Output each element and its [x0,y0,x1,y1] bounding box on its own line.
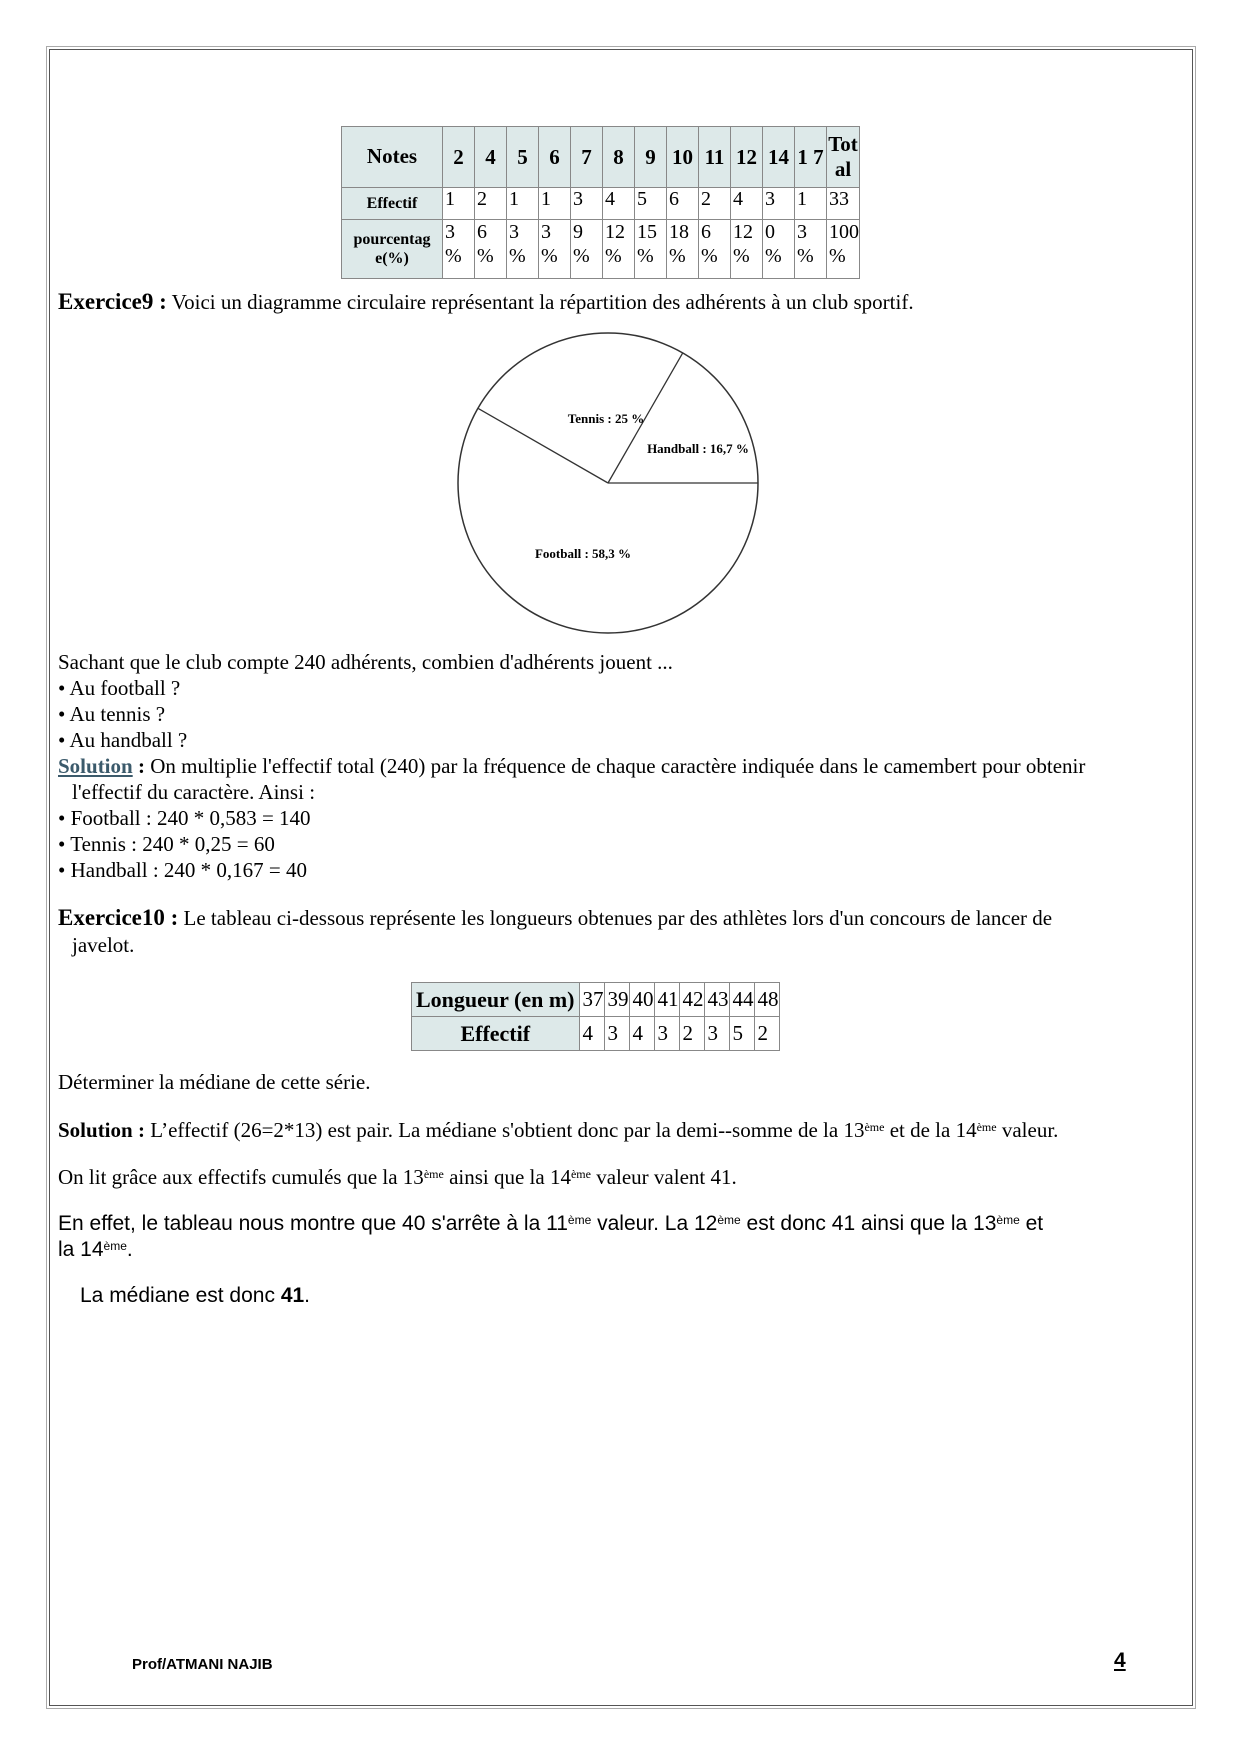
effectif-cell: 1 [443,188,475,220]
note-header: 6 [539,127,571,188]
effectif-cell: 4 [629,1017,654,1051]
longueur-cell: 39 [604,983,629,1017]
effectif-cell: 2 [679,1017,704,1051]
longueur-row [412,983,780,1017]
pourcentage-cell: 9 % [571,220,603,279]
effectif-cell: 2 [475,188,507,220]
longueur-cell: 40 [629,983,654,1017]
pourcentage-cell: 3 % [443,220,475,279]
pourcentage-cell: 3 % [539,220,571,279]
pourcentage-cell: 3 % [795,220,827,279]
ex10-solution: Solution : L’effectif (26=2*13) est pair. La médiane s'obtient donc par la demi--somme de la 13ème et de la 14ème valeur. [58,1118,1059,1142]
effectif-cell: 2 [699,188,731,220]
note-header: 9 [635,127,667,188]
note-header: 7 [571,127,603,188]
pourcentage-cell: 100 % [827,220,860,279]
effectif-row [412,1017,780,1051]
note-header: 4 [475,127,507,188]
note-header: 2 [443,127,475,188]
ex9-bullet: • Au handball ? [58,728,188,752]
ex10-read: On lit grâce aux effectifs cumulés que la 13ème ainsi que la 14ème valeur valent 41. [58,1165,737,1189]
ex9-bullet: • Au tennis ? [58,702,166,726]
pie-label-handball: Handball : 16,7 % [647,441,749,456]
effectif-cell: 6 [667,188,699,220]
ex10-title: Exercice10 : [58,905,179,930]
pourcentage-cell: 18 % [667,220,699,279]
ex10-intro: Exercice10 : Le tableau ci-dessous représente les longueurs obtenues par des athlètes lors d'un concours de lancer de [58,905,1053,930]
ex10-conclusion: La médiane est donc 41. [80,1284,311,1307]
effectif-cell: 4 [579,1017,604,1051]
pie-label-football: Football : 58,3 % [534,546,632,561]
effectif-cell: 5 [635,188,667,220]
longueur-cell: 41 [654,983,679,1017]
effectif-cell: 3 [704,1017,729,1051]
longueur-cell: 42 [679,983,704,1017]
effectif-row [342,188,860,220]
pourcentage-cell: 0 % [763,220,795,279]
note-header: 14 [763,127,795,188]
ex9-result: • Handball : 240 * 0,167 = 40 [58,858,308,882]
row-label-longueur: Longueur (en m) [412,983,580,1017]
ex10-explanation-cont: la 14ème. [58,1238,133,1261]
note-header: 11 [699,127,731,188]
row-label-effectif: Effectif [412,1017,580,1051]
effectif-cell: 1 [539,188,571,220]
pie-label-tennis: Tennis : 25 % [567,411,645,426]
row-label-notes: Notes [342,127,443,188]
effectif-cell: 3 [571,188,603,220]
row-label-pourcentage: pourcentag e(%) [342,220,443,279]
effectif-cell: 3 [604,1017,629,1051]
notes-row [342,127,860,188]
pourcentage-cell: 12 % [731,220,763,279]
note-header: 10 [667,127,699,188]
row-label-effectif: Effectif [342,188,443,220]
effectif-cell: 1 [507,188,539,220]
pourcentage-row [342,220,860,279]
notes-table [341,126,860,279]
longueur-cell: 48 [754,983,779,1017]
effectif-cell: 5 [729,1017,754,1051]
page-number: 4 [1114,1649,1126,1672]
note-header: 1 7 [795,127,827,188]
pourcentage-cell: 15 % [635,220,667,279]
ex9-bullet: • Au football ? [58,676,181,700]
ex9-intro [58,290,914,314]
ex10-explanation: En effet, le tableau nous montre que 40 s'arrête à la 11ème valeur. La 12ème est donc 41 ainsi que la 13ème et [58,1212,1044,1235]
ex9-question: Sachant que le club compte 240 adhérents, combien d'adhérents jouent ... [58,650,673,674]
pourcentage-cell: 6 % [699,220,731,279]
effectif-cell: 2 [754,1017,779,1051]
pourcentage-cell: 6 % [475,220,507,279]
javelot-table [411,982,780,1051]
longueur-cell: 43 [704,983,729,1017]
pourcentage-cell: 3 % [507,220,539,279]
pourcentage-cell: 12 % [603,220,635,279]
effectif-cell: 4 [603,188,635,220]
effectif-cell: 1 [795,188,827,220]
note-header: 5 [507,127,539,188]
effectif-cell: 3 [763,188,795,220]
ex9-solution: Solution : On multiplie l'effectif total (240) par la fréquence de chaque caractère indiquée dans le camembert pour obtenir [58,754,1086,778]
note-header: 12 [731,127,763,188]
ex9-solution-cont: l'effectif du caractère. Ainsi : [72,780,316,804]
pie-chart [440,320,800,650]
ex10-intro-cont: javelot. [72,933,135,957]
ex9-result: • Football : 240 * 0,583 = 140 [58,806,311,830]
effectif-cell: 4 [731,188,763,220]
note-header: 8 [603,127,635,188]
ex10-question: Déterminer la médiane de cette série. [58,1070,371,1094]
longueur-cell: 44 [729,983,754,1017]
pie-group [458,333,758,633]
footer-author: Prof/ATMANI NAJIB [132,1656,273,1673]
solution-label: Solution [58,754,133,778]
longueur-cell: 37 [579,983,604,1017]
ex9-title: Exercice9 : [58,289,167,314]
ex9-result: • Tennis : 240 * 0,25 = 60 [58,832,275,856]
note-header: Tot al [827,127,860,188]
ex9-text: Voici un diagramme circulaire représentant la répartition des adhérents à un club sportif. [171,290,914,314]
effectif-cell: 3 [654,1017,679,1051]
effectif-cell: 33 [827,188,860,220]
